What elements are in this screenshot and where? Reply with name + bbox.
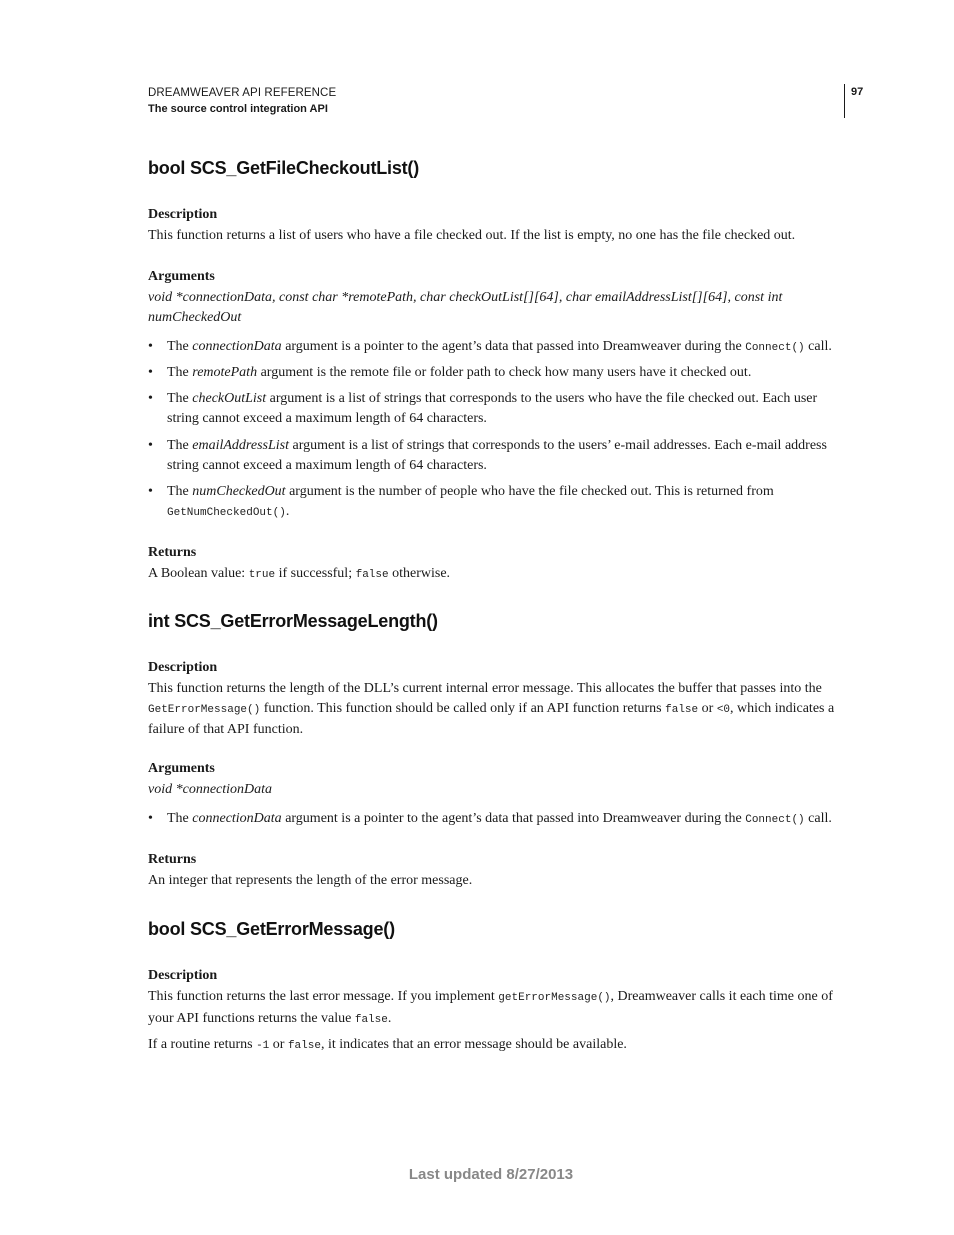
argument-name: connectionData xyxy=(192,811,282,826)
code-ref: GetErrorMessage() xyxy=(148,703,261,716)
code-ref: -1 xyxy=(256,1040,270,1052)
list-item: • The connectionData argument is a pointer to the agent’s data that passed into Dreamweaver during the Connect() call. xyxy=(148,337,848,359)
function-heading: bool SCS_GetErrorMessage() xyxy=(148,919,395,939)
list-item: • The connectionData argument is a pointer to the agent’s data that passed into Dreamweaver during the Connect() call. xyxy=(148,809,848,831)
code-ref: false xyxy=(354,1013,388,1026)
code-ref: GetNumCheckedOut() xyxy=(167,506,286,519)
function-heading: int SCS_GetErrorMessageLength() xyxy=(148,611,438,631)
page-number: 97 xyxy=(851,86,864,98)
running-header-subtitle: The source control integration API xyxy=(148,103,328,115)
returns-text: An integer that represents the length of the error message. xyxy=(148,873,473,888)
section-heading xyxy=(148,158,848,179)
description-label: Description xyxy=(148,207,218,222)
description-label: Description xyxy=(148,968,218,983)
description-text: This function returns a list of users who have a file checked out. If the list is empty, no one has the file checked out. xyxy=(148,228,796,243)
code-ref: false xyxy=(287,1040,321,1052)
argument-name: connectionData xyxy=(192,339,282,354)
code-ref: true xyxy=(248,569,276,581)
description-text: This function returns the length of the DLL’s current internal error message. This allocates the buffer that passes into the GetErrorMessage() function. This function should be called only if an API function returns false or <0, which indicates a failure of that API function. xyxy=(148,681,835,737)
returns-text: A Boolean value: true if successful; false otherwise. xyxy=(148,566,451,581)
bullet-icon: • xyxy=(148,811,153,826)
bullet-icon: • xyxy=(148,484,153,499)
code-ref: getErrorMessage() xyxy=(498,992,611,1004)
list-item: • The remotePath argument is the remote file or folder path to check how many users have it checked out. xyxy=(148,363,848,383)
signature-line-2: numCheckedOut xyxy=(148,310,242,325)
section-heading xyxy=(148,919,848,940)
argument-name: emailAddressList xyxy=(192,438,289,453)
header-rule xyxy=(844,84,845,118)
argument-name: numCheckedOut xyxy=(192,484,286,499)
bullet-icon: • xyxy=(148,365,153,380)
bullet-icon: • xyxy=(148,438,153,453)
code-ref: false xyxy=(355,569,389,581)
section-heading xyxy=(148,611,848,632)
arguments-label: Arguments xyxy=(148,269,215,284)
code-ref: false xyxy=(665,703,699,716)
bullet-icon: • xyxy=(148,391,153,406)
arguments-label: Arguments xyxy=(148,761,215,776)
list-item: • The numCheckedOut argument is the number of people who have the file checked out. This is returned from GetNumCheckedOut(). xyxy=(148,484,774,519)
signature-line-1: void *connectionData, const char *remotePath, char checkOutList[][64], char emailAddressList[][64], const int xyxy=(148,290,783,305)
returns-label: Returns xyxy=(148,545,197,560)
argument-name: checkOutList xyxy=(192,391,267,406)
code-ref: <0 xyxy=(716,703,731,716)
note-text: If a routine returns -1 or false, it indicates that an error message should be available. xyxy=(148,1037,627,1052)
description-label: Description xyxy=(148,660,218,675)
bullet-icon: • xyxy=(148,339,153,354)
code-ref: Connect() xyxy=(745,814,805,826)
returns-label: Returns xyxy=(148,852,197,867)
running-header-title: DREAMWEAVER API REFERENCE xyxy=(148,87,337,99)
list-item: • The checkOutList argument is a list of strings that corresponds to the users who have the file checked out. Each user string cannot exceed a maximum length of 64 characters. xyxy=(148,391,818,426)
description-text: This function returns the last error message. If you implement getErrorMessage(), Dreamweaver calls it each time one of your API functions returns the value false. xyxy=(148,989,833,1026)
argument-name: remotePath xyxy=(192,365,258,380)
code-ref: Connect() xyxy=(745,342,805,354)
page-footer: Last updated 8/27/2013 xyxy=(408,1166,574,1183)
signature-line: void *connectionData xyxy=(148,782,273,797)
list-item: • The emailAddressList argument is a list of strings that corresponds to the users’ e-mail addresses. Each e-mail address string cannot exceed a maximum length of 64 characters. xyxy=(148,438,827,473)
function-heading: bool SCS_GetFileCheckoutList() xyxy=(148,158,420,178)
